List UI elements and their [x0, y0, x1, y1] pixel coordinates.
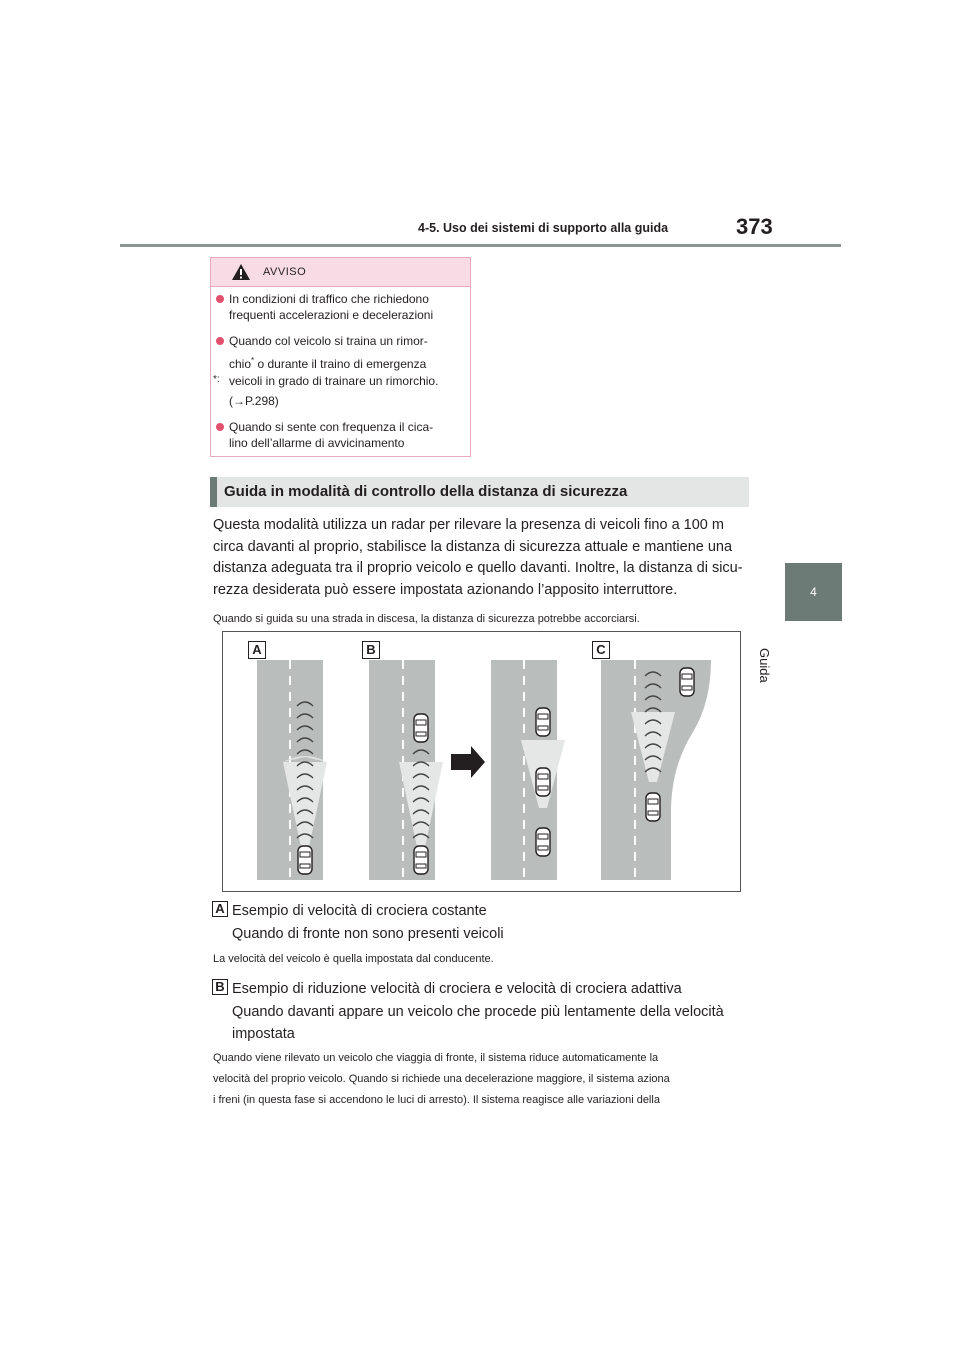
warning-item-3-line-2: lino dell’allarme di avvicinamento [229, 436, 405, 450]
header-divider [120, 244, 841, 247]
acc-diagram-svg [223, 632, 740, 891]
warning-icon [231, 263, 251, 281]
section-marker [210, 477, 217, 507]
item-a-title: Esempio di velocità di crociera costante [232, 903, 487, 919]
section-heading [210, 477, 749, 507]
section-paragraph [213, 515, 753, 631]
warning-title: AVVISO [263, 266, 307, 278]
footnote-text: veicoli in grado di trainare un rimorchio. [229, 374, 439, 388]
following-vehicle-b2 [536, 828, 550, 856]
paragraph-line: distanza adeguata tra il proprio veicolo e quello davanti. Inoltre, la distanza di sicu- [213, 560, 743, 576]
chapter-tab: 4 [785, 563, 842, 621]
section-note: Quando si guida su una strada in discesa, la distanza di sicurezza potrebbe accorciarsi. [213, 613, 640, 625]
arrow-right-icon [451, 746, 485, 778]
warning-header [211, 258, 470, 287]
own-vehicle-a [298, 846, 312, 874]
lead-vehicle-b2 [536, 708, 550, 736]
lead-vehicle-b [414, 714, 428, 742]
warning-item-1-line-2: frequenti accelerazioni e decelerazioni [229, 308, 434, 322]
warning-item-2-line-1: Quando col veicolo si traina un rimor- [229, 334, 428, 348]
item-b-title: Esempio di riduzione velocità di crociera e velocità di crociera adattiva [232, 981, 682, 997]
section-title: Guida in modalità di controllo della distanza di sicurezza [224, 483, 628, 500]
diagram-label-c: C [592, 641, 610, 659]
footnote-mark: *: [213, 374, 220, 385]
acc-diagram [222, 631, 741, 892]
item-a-note: La velocità del veicolo è quella impostata dal conducente. [213, 953, 494, 965]
warning-item-2 [229, 333, 428, 372]
warning-item-1 [229, 291, 433, 323]
bullet-icon [216, 295, 224, 303]
own-vehicle-c [646, 793, 660, 821]
warning-box [210, 257, 471, 457]
bullet-icon [216, 337, 224, 345]
warning-item-3-line-1: Quando si sente con frequenza il cica- [229, 420, 434, 434]
item-a-label: A [212, 901, 228, 917]
warning-item-2-line-2: chio* o durante il traino di emergenza [229, 356, 427, 371]
item-a-subtitle: Quando di fronte non sono presenti veicoli [232, 926, 504, 942]
chapter-label: Guida [757, 648, 772, 683]
lane-change-vehicle-c [680, 668, 694, 696]
item-b-subtitle-line-1: Quando davanti appare un veicolo che procede più lentamente della velocità [232, 1004, 724, 1020]
header-title: 4-5. Uso dei sistemi di supporto alla guida [418, 221, 669, 235]
item-b-note-line-1: Quando viene rilevato un veicolo che viaggia di fronte, il sistema riduce automaticamente la [213, 1052, 659, 1064]
item-b-note-line-2: velocità del proprio veicolo. Quando si richiede una decelerazione maggiore, il sistema aziona [213, 1073, 670, 1085]
page-reference: (→P.298) [229, 394, 279, 408]
paragraph-line: rezza desiderata può essere impostata azionando l’apposito interruttore. [213, 581, 678, 598]
paragraph-line: Questa modalità utilizza un radar per rilevare la presenza di veicoli fino a 100 m [213, 517, 724, 533]
paragraph-line: circa davanti al proprio, stabilisce la distanza di sicurezza attuale e mantiene una [213, 538, 733, 555]
own-vehicle-b2 [536, 768, 550, 796]
diagram-label-b: B [362, 641, 380, 659]
item-b-label: B [212, 979, 228, 995]
item-b-subtitle-line-2: impostata [232, 1026, 295, 1042]
warning-item-1-line-1: In condizioni di traffico che richiedono [229, 292, 429, 306]
warning-item-3 [229, 419, 433, 451]
own-vehicle-b [414, 846, 428, 874]
item-b-note-line-3: i freni (in questa fase si accendono le luci di arresto). Il sistema reagisce alle variazioni della [213, 1094, 660, 1106]
diagram-label-a: A [248, 641, 266, 659]
page-number: 373 [736, 214, 773, 239]
bullet-icon [216, 423, 224, 431]
